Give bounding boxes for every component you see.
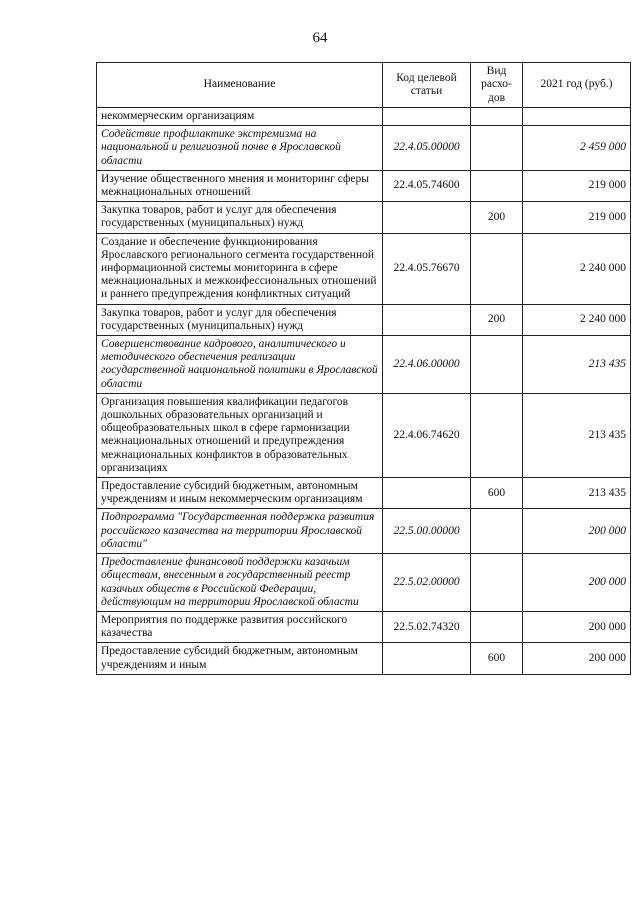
row-amount-cell: 219 000	[523, 202, 631, 233]
table-row	[97, 304, 631, 335]
row-amount-cell: 200 000	[523, 643, 631, 674]
row-type-cell: 600	[471, 643, 523, 674]
header-code: Код целевой статьи	[383, 63, 471, 108]
row-name-cell: Закупка товаров, работ и услуг для обеспечения государственных (муниципальных) нужд	[97, 304, 383, 335]
row-code-cell	[383, 643, 471, 674]
row-code-cell	[383, 478, 471, 509]
row-type-cell: 200	[471, 202, 523, 233]
table-row	[97, 202, 631, 233]
row-amount-cell: 2 240 000	[523, 233, 631, 304]
page-number: 64	[312, 30, 328, 46]
row-amount-cell: 219 000	[523, 170, 631, 201]
row-type-cell	[471, 126, 523, 171]
table-row	[97, 554, 631, 612]
row-type-cell: 200	[471, 304, 523, 335]
row-name-cell: Создание и обеспечение функционирования Ярославского регионального сегмента государственной информационной системы мониторинга в сфере межнациональных и межконфессиональных отношений и раннего предупреждения конфликтных ситуаций	[97, 233, 383, 304]
row-name-cell: Изучение общественного мнения и мониторинг сферы межнациональных отношений	[97, 170, 383, 201]
row-name-cell: Предоставление субсидий бюджетным, автономным учреждениям и иным	[97, 643, 383, 674]
row-code-cell: 22.4.05.00000	[383, 126, 471, 171]
row-type-cell: 600	[471, 478, 523, 509]
row-name-cell: Подпрограмма "Государственная поддержка развития российского казачества на территории Ярославской области"	[97, 509, 383, 554]
row-amount-cell: 213 435	[523, 478, 631, 509]
row-name-cell: Содействие профилактике экстремизма на национальной и религиозной почве в Ярославской области	[97, 126, 383, 171]
row-type-cell	[471, 336, 523, 394]
row-amount-cell: 213 435	[523, 336, 631, 394]
row-code-cell: 22.5.02.74320	[383, 611, 471, 642]
row-code-cell	[383, 108, 471, 126]
header-amount: 2021 год (руб.)	[523, 63, 631, 108]
table-header-row	[97, 63, 631, 108]
table-row	[97, 393, 631, 477]
row-code-cell: 22.5.02.00000	[383, 554, 471, 612]
row-type-cell	[471, 611, 523, 642]
row-code-cell: 22.4.05.76670	[383, 233, 471, 304]
row-amount-cell	[523, 108, 631, 126]
row-amount-cell: 213 435	[523, 393, 631, 477]
row-amount-cell: 200 000	[523, 611, 631, 642]
row-code-cell	[383, 202, 471, 233]
row-name-cell: Предоставление финансовой поддержки казачьим обществам, внесенным в государственный реестр казачьих обществ в Российской Федерации, действующим на территории Ярославской области	[97, 554, 383, 612]
row-code-cell: 22.5.00.00000	[383, 509, 471, 554]
row-amount-cell: 200 000	[523, 554, 631, 612]
row-name-cell: Закупка товаров, работ и услуг для обеспечения государственных (муниципальных) нужд	[97, 202, 383, 233]
row-type-cell	[471, 108, 523, 126]
header-name: Наименование	[97, 63, 383, 108]
row-amount-cell: 200 000	[523, 509, 631, 554]
table-row	[97, 611, 631, 642]
row-name-cell: Организация повышения квалификации педагогов дошкольных образовательных организаций и общеобразовательных школ в сфере гармонизации межнациональных отношений и предупреждения межнациональных конфликтов в образовательных организациях	[97, 393, 383, 477]
row-amount-cell: 2 459 000	[523, 126, 631, 171]
table-body	[97, 108, 631, 675]
row-type-cell	[471, 554, 523, 612]
row-type-cell	[471, 509, 523, 554]
table-row	[97, 509, 631, 554]
table-row	[97, 336, 631, 394]
row-name-cell: Мероприятия по поддержке развития российского казачества	[97, 611, 383, 642]
row-amount-cell: 2 240 000	[523, 304, 631, 335]
row-name-cell: Совершенствование кадрового, аналитического и методического обеспечения реализации государственной национальной политики в Ярославской области	[97, 336, 383, 394]
row-code-cell: 22.4.06.00000	[383, 336, 471, 394]
table-row	[97, 108, 631, 126]
row-name-cell: некоммерческим организациям	[97, 108, 383, 126]
row-type-cell	[471, 393, 523, 477]
header-type: Вид расхо-дов	[471, 63, 523, 108]
row-type-cell	[471, 170, 523, 201]
row-type-cell	[471, 233, 523, 304]
row-name-cell: Предоставление субсидий бюджетным, автономным учреждениям и иным некоммерческим организациям	[97, 478, 383, 509]
table-row	[97, 643, 631, 674]
table-row	[97, 233, 631, 304]
table-row	[97, 126, 631, 171]
table-row	[97, 478, 631, 509]
table-row	[97, 170, 631, 201]
row-code-cell: 22.4.05.74600	[383, 170, 471, 201]
budget-table	[96, 62, 631, 675]
row-code-cell	[383, 304, 471, 335]
row-code-cell: 22.4.06.74620	[383, 393, 471, 477]
